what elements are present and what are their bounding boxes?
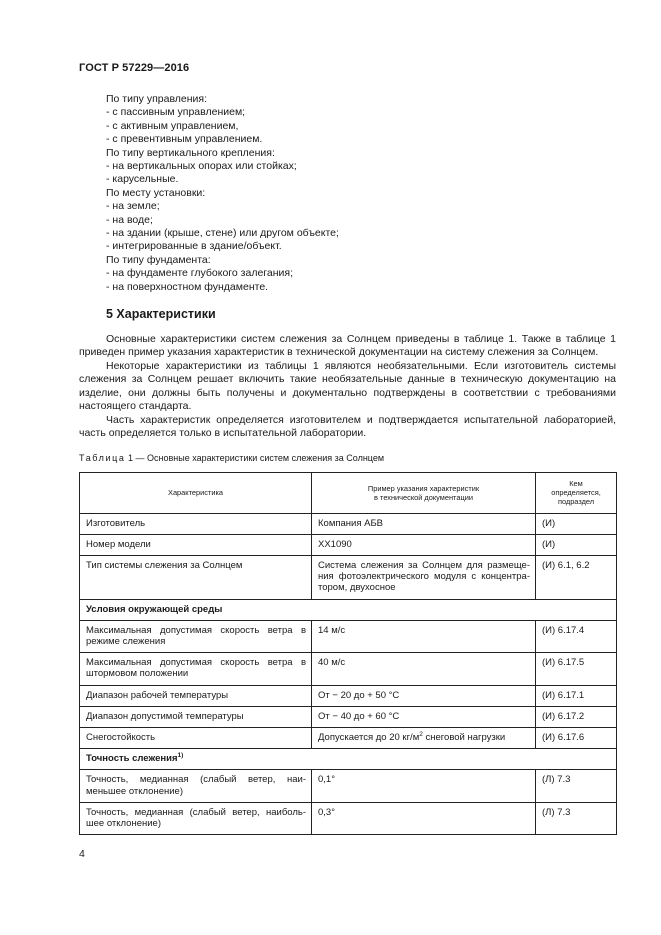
paragraph-line: слежения за Солнцем решает включить такие необязательные данные в техническую документацию на [79,373,616,386]
list-line: - на воде; [106,213,153,226]
paragraph-line: приведен пример указания характеристик в технической документации на систему слежения за Солнцем. [79,346,599,359]
page-number: 4 [79,848,85,860]
document-header: ГОСТ Р 57229—2016 [79,62,190,74]
cell-characteristic: Точность, медианная (слабый ветер, наибольшее отклонение) [80,802,312,834]
list-line: - интегрированные в здание/объект. [106,240,282,253]
group-heading: Точность слежения$^{1)}$ [80,749,617,770]
table-row [80,653,617,685]
cell-example: От − 40 до + 60 °С [312,706,536,727]
table-row [80,513,617,534]
paragraph-line: Часть характеристик определяется изготовителем и подтверждается испытательной лабораторией, [106,414,616,426]
list-line: - на здании (крыше, стене) или другом объекте; [106,227,339,240]
list-line: - с активным управлением, [106,119,239,132]
cell-characteristic: Диапазон рабочей температуры [80,685,312,706]
list-line: - на вертикальных опорах или стойках; [106,160,297,173]
cell-ref: (И) [536,513,617,534]
cell-example: От − 20 до + 50 °С [312,685,536,706]
paragraph-2 [79,360,616,414]
header-characteristic: Характеристика [80,473,312,514]
cell-ref: (И) [536,534,617,555]
list-line: По типу управления: [106,93,208,105]
list-line: - на фундаменте глубокого залегания; [106,267,293,280]
cell-ref: (И) 6.17.5 [536,653,617,685]
cell-example: XX1090 [312,534,536,555]
cell-characteristic: Номер модели [80,534,312,555]
table-row [80,706,617,727]
cell-characteristic: Точность, медианная (слабый ветер, наименьшее отклонение) [80,770,312,802]
table-caption [79,453,384,463]
characteristics-table [79,472,617,835]
table-group-row [80,599,617,620]
cell-example: 0,3° [312,802,536,834]
cell-characteristic: Тип системы слежения за Солнцем [80,556,312,600]
cell-ref: (Л) 7.3 [536,770,617,802]
cell-ref: (И) 6.17.6 [536,728,617,749]
cell-example: 14 м/с [312,620,536,652]
paragraph-line: часть определяется только в испытательной лаборатории. [79,427,367,440]
table-row [80,620,617,652]
cell-characteristic: Снегостойкость [80,728,312,749]
table-header-row [80,473,617,514]
header-determined-by: Кем определяется, подраздел [536,473,617,514]
cell-example: Система слежения за Солнцем для размещения фотоэлектрического модуля с концентратором, двухосное [312,556,536,600]
cell-characteristic: Диапазон допустимой температуры [80,706,312,727]
table-row [80,770,617,802]
cell-characteristic: Изготовитель [80,513,312,534]
list-line: - на поверхностном фундаменте. [106,280,269,293]
cell-example: 40 м/с [312,653,536,685]
cell-ref: (И) 6.17.4 [536,620,617,652]
list-line: По типу вертикального крепления: [106,146,275,159]
table-row [80,728,617,749]
cell-characteristic: Максимальная допустимая скорость ветра в штормовом положении [80,653,312,685]
paragraph-3 [79,414,616,441]
paragraph-line: настоящего стандарта. [79,400,192,413]
paragraph-line: Основные характеристики систем слежения за Солнцем приведены в таблице 1. Также в таблице 1 [106,333,616,345]
footnote-marker: 1) [177,752,184,760]
header-example: Пример указания характеристик в технической документации [312,473,536,514]
table-row [80,802,617,834]
paragraph-1 [79,333,616,360]
list-line: - с превентивным управлением. [106,133,263,146]
cell-ref: (И) 6.17.1 [536,685,617,706]
list-line: - на земле; [106,200,160,213]
cell-ref: (Л) 7.3 [536,802,617,834]
table-row [80,685,617,706]
paragraph-line: Некоторые характеристики из таблицы 1 являются необязательными. Если изготовитель системы [106,360,616,372]
section-title: 5 Характеристики [106,307,216,321]
cell-example: Допускается до 20 $кг/м^2$ снеговой нагрузки [312,728,536,749]
cell-example: 0,1° [312,770,536,802]
list-line: - карусельные. [106,173,179,186]
table-row [80,534,617,555]
group-heading: Условия окружающей среды [80,599,617,620]
paragraph-line: изделие, они должны быть получены и документально подтверждены в соответствии с требованиями [79,386,616,399]
classification-list [106,93,586,294]
list-line: - с пассивным управлением; [106,106,246,119]
list-line: По типу фундамента: [106,253,211,266]
cell-ref: (И) 6.1, 6.2 [536,556,617,600]
list-line: По месту установки: [106,186,206,199]
cell-ref: (И) 6.17.2 [536,706,617,727]
cell-characteristic: Максимальная допустимая скорость ветра в режиме слежения [80,620,312,652]
table-caption-text: 1 — Основные характеристики систем слежения за Солнцем [125,453,385,463]
table-caption-label: Таблица [79,453,126,463]
cell-example: Компания АБВ [312,513,536,534]
table-group-row [80,749,617,770]
table-row [80,556,617,600]
